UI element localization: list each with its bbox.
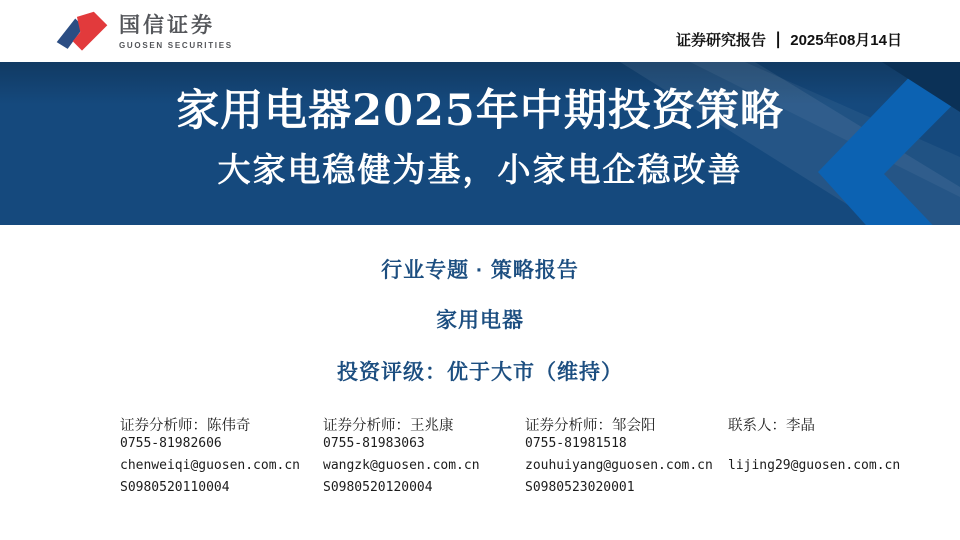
report-type-label: 证券研究报告 (676, 32, 767, 49)
analyst-phone: 0755-81983063 (323, 436, 425, 451)
analyst-email: wangzk@guosen.com.cn (323, 458, 480, 473)
page-header (0, 0, 960, 62)
analyst-phone: 0755-81982606 (120, 436, 222, 451)
analysts-block (120, 414, 940, 502)
separator: | (776, 29, 781, 50)
analyst-role-name: 证券分析师：王兆康 (323, 418, 454, 434)
series-line: 行业专题 · 策略报告 (381, 259, 579, 282)
brand-logo (55, 9, 233, 55)
report-date: 2025年08月14日 (790, 32, 902, 49)
report-subtitle: 大家电稳健为基，小家电企稳改善 (217, 150, 743, 188)
analyst-license: S0980520120004 (323, 480, 433, 495)
analyst-license: S0980520110004 (120, 480, 230, 495)
guosen-logo-icon (55, 9, 109, 55)
analyst-phone: 0755-81981518 (525, 436, 627, 451)
report-title: 家用电器2025年中期投资策略 (176, 86, 784, 136)
contact-phone-empty (728, 436, 940, 458)
industry-name: 家用电器 (436, 309, 524, 332)
analyst-role-name: 证券分析师：陈伟奇 (120, 418, 251, 434)
title-banner (0, 62, 960, 225)
analyst-card (120, 414, 323, 502)
contact-license-empty (728, 480, 940, 502)
analyst-role-name: 证券分析师：邹会阳 (525, 418, 656, 434)
analyst-card (323, 414, 525, 502)
analyst-card (525, 414, 728, 502)
report-meta (676, 29, 902, 50)
contact-role-name: 联系人：李晶 (728, 418, 815, 434)
contact-card (728, 414, 940, 502)
brand-name-en: GUOSEN SECURITIES (119, 41, 233, 51)
brand-wordmark (119, 14, 233, 50)
contact-email: lijing29@guosen.com.cn (728, 458, 901, 473)
analyst-email: chenweiqi@guosen.com.cn (120, 458, 301, 473)
report-meta-block (0, 254, 960, 386)
analyst-license: S0980523020001 (525, 480, 635, 495)
rating-line: 投资评级：优于大市（维持） (337, 361, 623, 384)
analyst-email: zouhuiyang@guosen.com.cn (525, 458, 713, 473)
brand-name-cn: 国信证券 (119, 13, 215, 37)
